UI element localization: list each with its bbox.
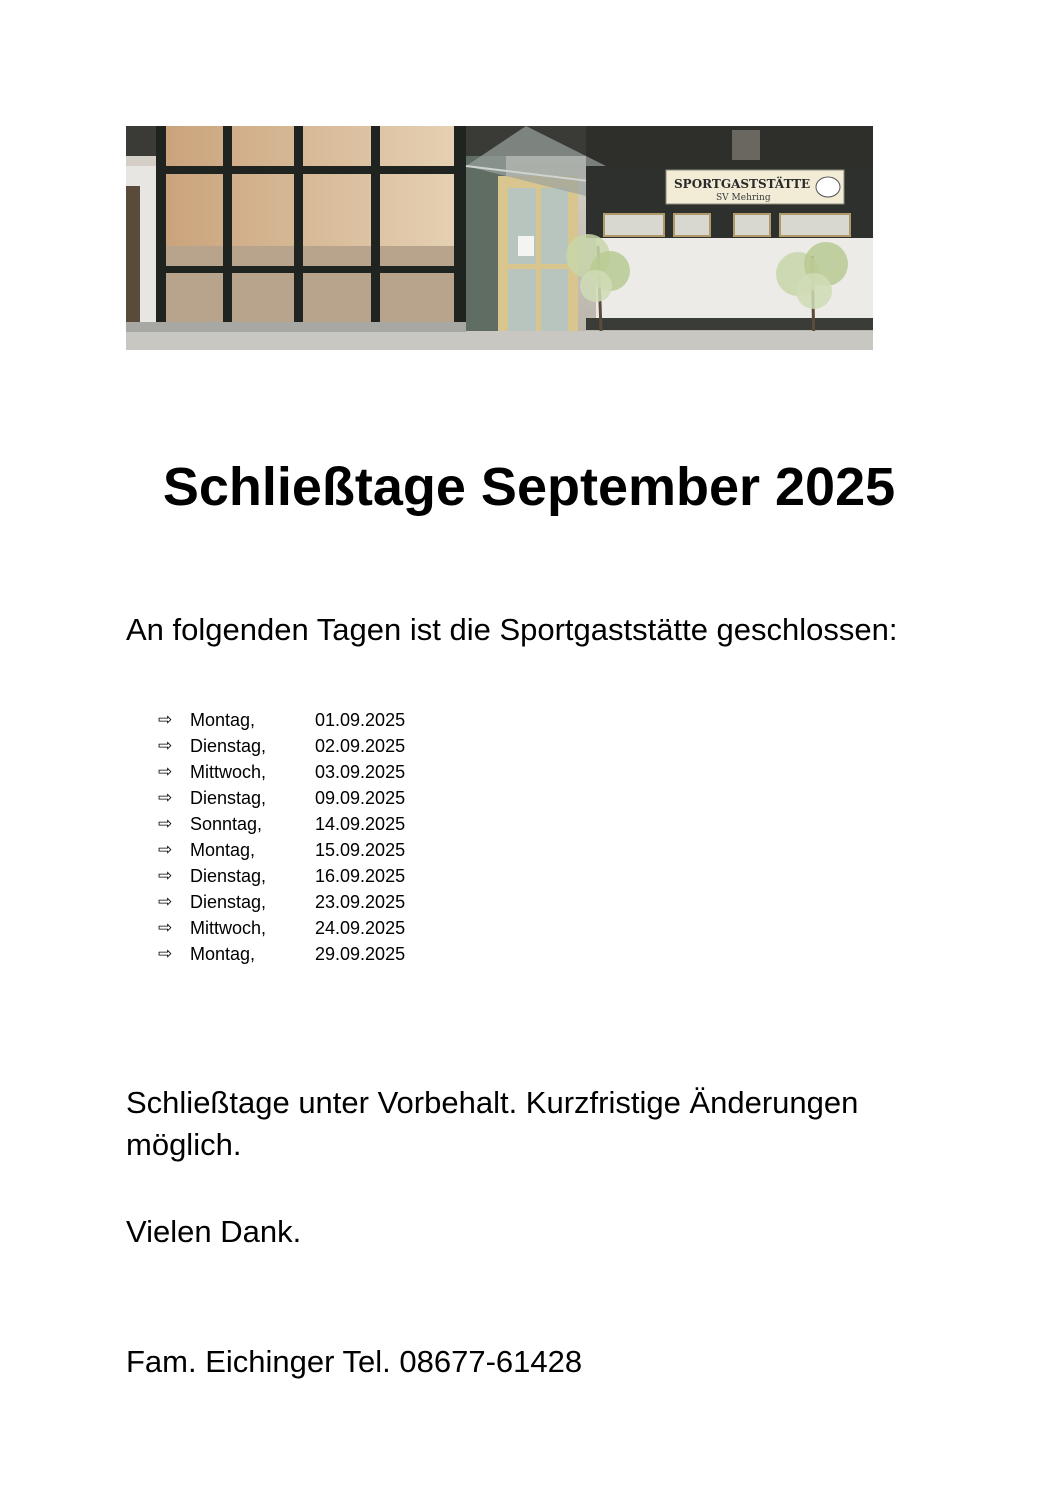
date-label: 01.09.2025 xyxy=(315,710,406,730)
date-label: 02.09.2025 xyxy=(315,736,406,756)
weekday-label: Mittwoch, xyxy=(190,762,267,782)
weekday-label: Montag, xyxy=(190,710,256,730)
list-item xyxy=(158,863,405,889)
right-arrow-icon: ⇨ xyxy=(158,814,173,834)
list-item xyxy=(158,889,405,915)
right-arrow-icon: ⇨ xyxy=(158,788,173,808)
date-label: 16.09.2025 xyxy=(315,866,406,886)
contact-line: Fam. Eichinger Tel. 08677-61428 xyxy=(126,1344,583,1379)
right-arrow-icon: ⇨ xyxy=(158,840,173,860)
weekday-label: Dienstag, xyxy=(190,866,267,886)
sign-line2: SV Mehring xyxy=(716,193,771,203)
list-item xyxy=(158,785,405,811)
right-arrow-icon: ⇨ xyxy=(158,762,173,782)
weekday-label: Dienstag, xyxy=(190,892,267,912)
sign-line1: SPORTGASTSTÄTTE xyxy=(674,177,811,191)
weekday-label: Dienstag, xyxy=(190,736,267,756)
date-label: 09.09.2025 xyxy=(315,788,406,808)
list-item xyxy=(158,707,405,733)
list-item xyxy=(158,941,405,967)
intro-text: An folgenden Tagen ist die Sportgaststätte geschlossen: xyxy=(126,612,898,647)
list-item xyxy=(158,811,405,837)
weekday-label: Montag, xyxy=(190,944,256,964)
list-item xyxy=(158,759,405,785)
weekday-label: Sonntag, xyxy=(190,814,263,834)
list-item xyxy=(158,733,405,759)
header-photo xyxy=(126,126,873,350)
disclaimer-note: Schließtage unter Vorbehalt. Kurzfristige Änderungen möglich. xyxy=(126,1085,859,1162)
list-item xyxy=(158,915,405,941)
right-arrow-icon: ⇨ xyxy=(158,710,173,730)
date-label: 15.09.2025 xyxy=(315,840,406,860)
date-label: 03.09.2025 xyxy=(315,762,406,782)
right-arrow-icon: ⇨ xyxy=(158,866,173,886)
weekday-label: Dienstag, xyxy=(190,788,267,808)
list-item xyxy=(158,837,405,863)
date-label: 24.09.2025 xyxy=(315,918,406,938)
right-arrow-icon: ⇨ xyxy=(158,944,173,964)
closed-days-list xyxy=(158,707,405,967)
weekday-label: Montag, xyxy=(190,840,256,860)
date-label: 14.09.2025 xyxy=(315,814,406,834)
right-arrow-icon: ⇨ xyxy=(158,918,173,938)
right-arrow-icon: ⇨ xyxy=(158,892,173,912)
page-title: Schließtage September 2025 xyxy=(162,457,896,517)
right-arrow-icon: ⇨ xyxy=(158,736,173,756)
date-label: 29.09.2025 xyxy=(315,944,406,964)
thanks-text: Vielen Dank. xyxy=(126,1214,302,1249)
date-label: 23.09.2025 xyxy=(315,892,406,912)
weekday-label: Mittwoch, xyxy=(190,918,267,938)
